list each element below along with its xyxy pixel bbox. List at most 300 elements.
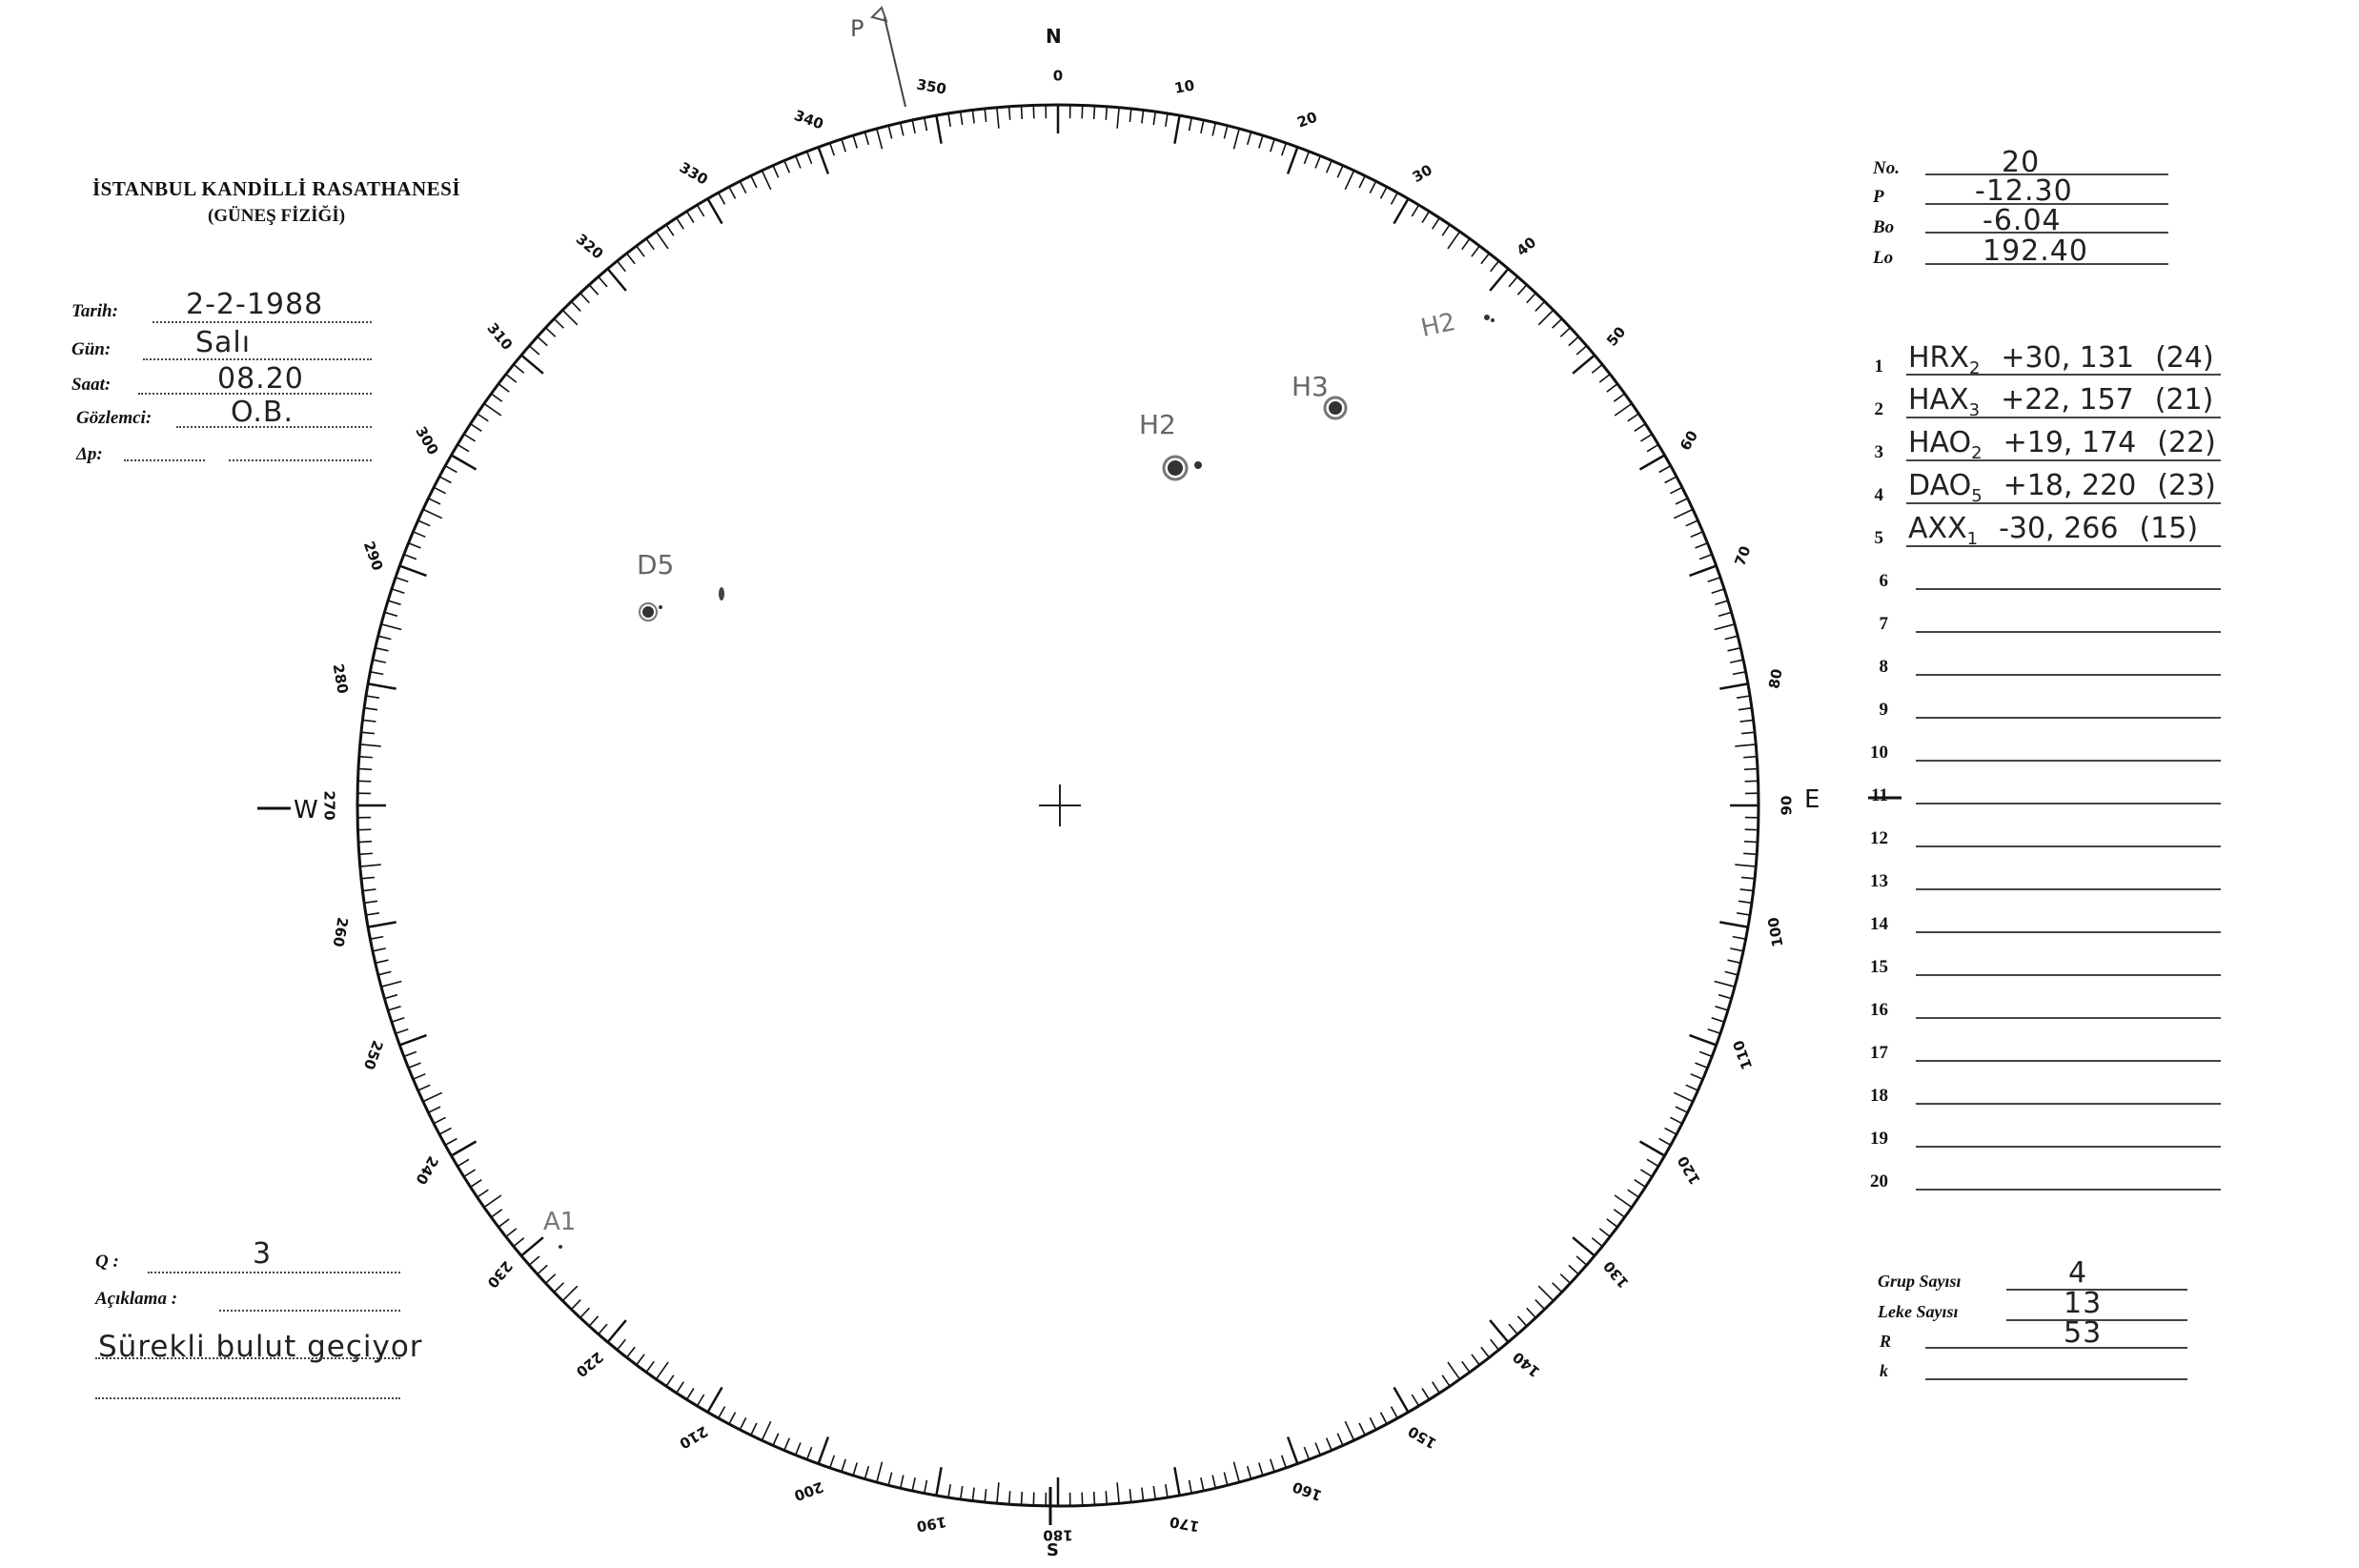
degree-tick: [388, 1007, 400, 1010]
day-label: Gün:: [71, 339, 112, 359]
degree-tick: [1009, 107, 1010, 120]
degree-tick: [458, 1159, 469, 1166]
degree-tick: [1743, 853, 1757, 854]
degree-tick: [1614, 1210, 1624, 1217]
degree-tick: [538, 1265, 547, 1273]
degree-scale-label: 340: [791, 106, 826, 133]
group-count: (22): [2157, 426, 2216, 459]
degree-tick: [1481, 1347, 1490, 1357]
degree-scale-label: 70: [1731, 543, 1755, 569]
empty-row-number: 8: [1879, 657, 1888, 677]
degree-tick: [1481, 254, 1490, 264]
degree-tick: [1433, 218, 1440, 230]
degree-tick: [1392, 193, 1398, 204]
sunspot: [1329, 401, 1342, 415]
degree-scale-label: 350: [915, 75, 948, 98]
degree-tick: [830, 1456, 835, 1468]
degree-tick: [381, 982, 401, 988]
degree-tick: [1628, 414, 1639, 421]
degree-tick: [404, 1051, 417, 1056]
degree-tick: [1576, 346, 1587, 355]
degree-scale-label: 60: [1677, 427, 1702, 454]
degree-tick: [1327, 160, 1332, 173]
degree-tick: [366, 696, 379, 698]
degree-tick: [1394, 199, 1409, 224]
spot-count-label: Leke Sayısı: [1878, 1302, 1959, 1321]
degree-tick: [599, 1324, 607, 1334]
degree-scale-label: 40: [1513, 234, 1540, 260]
group-row-number: 4: [1874, 485, 1883, 505]
degree-tick: [529, 1256, 539, 1265]
degree-tick: [1635, 424, 1646, 432]
degree-tick: [554, 318, 563, 328]
degree-tick: [452, 456, 477, 470]
degree-tick: [1728, 648, 1741, 651]
k-label: k: [1880, 1361, 1888, 1380]
degree-tick: [1718, 612, 1731, 616]
degree-tick: [366, 913, 379, 915]
degree-tick: [1743, 757, 1757, 758]
degree-tick: [1560, 328, 1570, 337]
degree-tick: [1345, 1421, 1353, 1440]
degree-tick: [877, 1462, 883, 1482]
degree-tick: [1690, 566, 1717, 576]
degree-tick: [1691, 532, 1703, 538]
degree-tick: [396, 1029, 408, 1034]
degree-tick: [901, 1476, 904, 1489]
degree-tick: [1699, 1051, 1712, 1056]
degree-tick: [1442, 1375, 1450, 1387]
degree-tick: [1022, 1492, 1023, 1505]
number-value: 20: [2002, 146, 2041, 179]
degree-tick: [1716, 601, 1728, 604]
degree-tick: [1448, 232, 1460, 249]
degree-tick: [399, 1035, 426, 1045]
sunspot: [1168, 460, 1183, 476]
degree-scale-label: 20: [1294, 108, 1320, 132]
degree-tick: [1345, 171, 1353, 190]
group-coords: +18, 220: [2003, 469, 2137, 502]
p-value: -12.30: [1975, 174, 2073, 208]
degree-tick: [373, 948, 386, 951]
degree-tick: [360, 744, 381, 746]
degree-scale-label: 330: [676, 158, 711, 189]
observatory-title: İSTANBUL KANDİLLİ RASATHANESİ: [92, 177, 460, 200]
degree-tick: [1517, 285, 1526, 295]
spot-label-a1: A1: [543, 1208, 577, 1236]
degree-tick: [360, 865, 381, 866]
degree-tick: [1560, 1274, 1570, 1284]
degree-scale-label: 170: [1168, 1513, 1201, 1536]
degree-tick: [413, 532, 425, 538]
empty-row-number: 9: [1879, 700, 1888, 720]
degree-tick: [1433, 1382, 1440, 1394]
degree-tick: [1359, 1423, 1365, 1436]
group-row-number: 5: [1874, 528, 1883, 548]
degree-tick: [1142, 111, 1144, 124]
degree-tick: [404, 555, 417, 560]
degree-tick: [1676, 499, 1688, 504]
degree-tick: [729, 187, 736, 198]
degree-tick: [491, 394, 501, 401]
degree-tick: [1730, 948, 1743, 951]
group-count: (24): [2155, 341, 2214, 375]
number-label: No.: [1873, 158, 1900, 178]
degree-tick: [571, 1300, 580, 1310]
group-row-number: 2: [1874, 399, 1883, 419]
degree-tick: [608, 269, 626, 291]
degree-tick: [423, 1092, 442, 1101]
degree-scale-label: 280: [329, 662, 352, 696]
degree-tick: [580, 294, 590, 303]
degree-tick: [819, 1437, 828, 1464]
spot-label-d5: D5: [637, 549, 675, 580]
date-value: 2-2-1988: [186, 288, 324, 321]
degree-tick: [418, 1085, 431, 1090]
degree-tick: [478, 1190, 489, 1197]
degree-tick: [1741, 877, 1755, 878]
degree-tick: [697, 1395, 703, 1406]
degree-tick: [413, 1074, 425, 1080]
degree-scale-label: 90: [1778, 795, 1796, 816]
degree-tick: [1725, 971, 1739, 974]
degree-tick: [637, 246, 644, 256]
degree-tick: [506, 1229, 517, 1237]
degree-tick: [656, 1362, 668, 1379]
degree-tick: [1315, 1443, 1320, 1456]
degree-scale-label: 300: [412, 423, 442, 458]
degree-tick: [1224, 1473, 1227, 1486]
degree-tick: [1370, 1417, 1375, 1430]
degree-tick: [359, 853, 373, 854]
degree-tick: [1224, 126, 1227, 139]
degree-tick: [1730, 660, 1743, 662]
degree-tick: [498, 384, 509, 392]
degree-tick: [371, 672, 384, 675]
group-row-number: 3: [1874, 442, 1883, 462]
degree-tick: [762, 171, 770, 190]
degree-tick: [491, 1210, 501, 1217]
degree-tick: [1538, 1286, 1554, 1301]
degree-tick: [1359, 175, 1365, 188]
degree-tick: [1491, 1339, 1499, 1350]
north-label: N: [1046, 25, 1062, 48]
degree-tick: [1201, 1477, 1204, 1491]
degree-tick: [656, 232, 668, 249]
degree-tick: [1259, 1463, 1263, 1476]
degree-tick: [796, 156, 801, 169]
degree-tick: [385, 612, 397, 616]
degree-tick: [751, 175, 757, 188]
degree-tick: [546, 328, 556, 337]
degree-scale-label: 80: [1765, 667, 1786, 690]
degree-tick: [1212, 123, 1215, 136]
degree-tick: [842, 139, 845, 152]
degree-tick: [1153, 112, 1155, 125]
degree-tick: [562, 310, 578, 325]
degree-tick: [1592, 364, 1602, 373]
empty-row-number: 7: [1879, 614, 1888, 634]
degree-tick: [1739, 708, 1752, 710]
empty-row-number: 17: [1870, 1043, 1888, 1063]
degree-tick: [1665, 477, 1677, 483]
remarks-text: Sürekli bulut geçiyor: [98, 1330, 423, 1364]
group-coords: +22, 157: [2001, 383, 2134, 417]
quality-value: 3: [253, 1237, 273, 1271]
degree-tick: [1142, 1488, 1144, 1501]
degree-tick: [359, 757, 373, 758]
group-code-sub: 1: [1966, 529, 1979, 549]
degree-scale-label: 150: [1405, 1422, 1440, 1453]
degree-tick: [677, 1382, 684, 1394]
degree-tick: [529, 346, 539, 355]
degree-tick: [646, 1361, 654, 1372]
degree-tick: [1535, 301, 1545, 311]
degree-scale-label: 230: [483, 1257, 517, 1292]
degree-tick: [1234, 1462, 1240, 1482]
degree-tick: [666, 225, 674, 236]
degree-tick: [912, 1477, 915, 1491]
group-coords: -30, 266: [1999, 512, 2119, 545]
spot-label-h2: H2: [1139, 409, 1176, 440]
degree-tick: [1527, 1308, 1536, 1317]
degree-tick: [358, 842, 372, 843]
degree-tick: [740, 181, 745, 193]
lo-value: 192.40: [1983, 234, 2088, 268]
degree-tick: [719, 1407, 725, 1418]
observer-label: Gözlemci:: [76, 408, 153, 428]
sunspot: [1491, 318, 1495, 322]
degree-tick: [364, 901, 377, 903]
degree-tick: [1535, 1300, 1545, 1310]
degree-tick: [1166, 1484, 1168, 1497]
degree-tick: [1248, 1466, 1251, 1478]
degree-tick: [371, 937, 384, 940]
degree-tick: [458, 444, 469, 451]
degree-tick: [514, 1238, 524, 1247]
degree-tick: [589, 285, 598, 295]
degree-tick: [1696, 1063, 1708, 1068]
degree-tick: [1201, 120, 1204, 133]
degree-tick: [729, 1413, 736, 1424]
degree-tick: [385, 995, 397, 999]
degree-tick: [1607, 384, 1617, 392]
degree-tick: [1117, 108, 1119, 129]
degree-tick: [1719, 922, 1748, 927]
degree-tick: [708, 1388, 722, 1413]
degree-tick: [1740, 889, 1754, 891]
degree-tick: [1628, 1190, 1639, 1197]
degree-tick: [1665, 1129, 1677, 1135]
delta-p-label: Δp:: [76, 444, 103, 464]
r-label: R: [1880, 1332, 1892, 1351]
degree-tick: [1674, 1092, 1693, 1101]
degree-tick: [1640, 435, 1652, 441]
empty-row-number: 11: [1871, 785, 1888, 805]
degree-tick: [423, 509, 442, 518]
p-angle-line: [885, 17, 905, 107]
degree-tick: [1725, 636, 1739, 639]
degree-tick: [1728, 960, 1741, 963]
degree-tick: [1282, 1456, 1287, 1468]
degree-tick: [363, 889, 376, 891]
degree-tick: [719, 193, 725, 204]
degree-tick: [1676, 1107, 1688, 1112]
degree-scale-label: 270: [320, 790, 338, 821]
degree-scale-label: 100: [1764, 915, 1787, 948]
degree-tick: [364, 708, 377, 710]
degree-tick: [376, 960, 389, 963]
degree-scale-label: 110: [1729, 1037, 1757, 1072]
degree-tick: [1129, 1489, 1130, 1502]
degree-tick: [361, 732, 375, 733]
degree-tick: [1422, 1388, 1429, 1399]
degree-tick: [445, 1139, 457, 1146]
degree-tick: [1659, 1139, 1671, 1146]
spot-label-h3: H3: [1291, 371, 1329, 402]
degree-tick: [1739, 901, 1752, 903]
group-coords: +19, 174: [2003, 426, 2137, 459]
degree-tick: [1733, 672, 1746, 675]
degree-tick: [1670, 487, 1682, 493]
degree-tick: [1592, 1238, 1602, 1247]
degree-tick: [546, 1274, 556, 1284]
degree-tick: [562, 1286, 578, 1301]
degree-tick: [936, 115, 941, 144]
group-count: (21): [2154, 383, 2214, 417]
degree-tick: [1599, 375, 1610, 383]
sunspot: [642, 606, 654, 618]
degree-tick: [521, 1237, 543, 1255]
degree-tick: [361, 877, 375, 878]
degree-tick: [1614, 394, 1624, 401]
degree-tick: [925, 118, 927, 132]
degree-scale-label: 250: [359, 1037, 387, 1072]
degree-tick: [1337, 166, 1343, 178]
degree-tick: [452, 1142, 477, 1156]
degree-tick: [1744, 842, 1758, 843]
observer-value: O.B.: [231, 396, 295, 429]
degree-scale-label: 50: [1603, 323, 1630, 350]
empty-row-number: 20: [1870, 1171, 1888, 1191]
degree-scale-label: 200: [791, 1477, 826, 1505]
lo-label: Lo: [1873, 248, 1894, 268]
degree-tick: [571, 301, 580, 311]
degree-tick: [538, 336, 547, 345]
degree-tick: [1647, 1159, 1658, 1166]
degree-tick: [439, 1129, 451, 1135]
degree-tick: [358, 769, 372, 770]
degree-tick: [708, 199, 722, 224]
degree-tick: [599, 276, 607, 287]
degree-tick: [1745, 781, 1759, 782]
degree-tick: [1106, 1491, 1107, 1504]
degree-tick: [646, 238, 654, 249]
degree-tick: [478, 414, 489, 421]
degree-tick: [784, 160, 790, 173]
degree-scale-label: 30: [1409, 161, 1435, 187]
degree-tick: [864, 1466, 868, 1478]
degree-tick: [1190, 118, 1192, 132]
degree-tick: [1304, 152, 1309, 164]
degree-tick: [428, 499, 440, 504]
degree-tick: [471, 424, 482, 432]
degree-tick: [1640, 1142, 1665, 1156]
degree-tick: [853, 1463, 857, 1476]
group-code: AXX: [1908, 512, 1967, 545]
degree-tick: [376, 648, 389, 651]
degree-tick: [997, 1482, 999, 1503]
empty-row-number: 13: [1870, 871, 1888, 891]
degree-tick: [428, 1107, 440, 1112]
degree-tick: [1659, 466, 1671, 473]
degree-tick: [1607, 1219, 1617, 1227]
degree-tick: [388, 601, 400, 604]
degree-tick: [762, 1421, 770, 1440]
degree-scale-label: 210: [676, 1422, 711, 1453]
degree-tick: [1509, 276, 1517, 287]
degree-tick: [925, 1480, 927, 1494]
degree-tick: [514, 364, 524, 373]
degree-tick: [1553, 318, 1562, 328]
degree-tick: [418, 520, 431, 526]
degree-tick: [1490, 1320, 1508, 1342]
degree-tick: [1472, 246, 1479, 256]
degree-tick: [1327, 1438, 1332, 1451]
p-marker-label: P: [850, 15, 864, 42]
degree-tick: [1744, 769, 1758, 770]
degree-tick: [1708, 1029, 1720, 1034]
degree-tick: [842, 1459, 845, 1472]
degree-tick: [1674, 509, 1693, 518]
group-code-sub: 2: [1971, 443, 1983, 463]
group-code-sub: 3: [1968, 400, 1981, 420]
degree-tick: [1174, 115, 1179, 144]
degree-tick: [521, 356, 543, 374]
degree-tick: [1527, 294, 1536, 303]
degree-tick: [627, 254, 636, 264]
degree-tick: [1712, 589, 1724, 593]
degree-tick: [498, 1219, 509, 1227]
degree-tick: [1282, 143, 1287, 155]
sunspot: [719, 587, 724, 601]
empty-row-number: 16: [1870, 1000, 1888, 1020]
degree-tick: [409, 543, 421, 548]
degree-scale-label: 10: [1172, 76, 1196, 97]
degree-tick: [471, 1180, 482, 1188]
sunspot: [1194, 461, 1202, 469]
group-code: HAX: [1908, 383, 1969, 417]
degree-tick: [484, 1195, 501, 1208]
degree-tick: [357, 829, 371, 830]
degree-tick: [589, 1316, 598, 1326]
degree-tick: [608, 1320, 626, 1342]
degree-tick: [445, 466, 457, 473]
degree-tick: [1635, 1180, 1646, 1188]
degree-tick: [1033, 1493, 1034, 1506]
degree-tick: [972, 1488, 974, 1501]
remarks-label: Açıklama :: [95, 1289, 178, 1309]
degree-scale-label: 180: [1043, 1526, 1073, 1544]
south-label: S: [1047, 1540, 1059, 1560]
degree-tick: [1337, 1434, 1343, 1446]
degree-tick: [1259, 135, 1263, 148]
sunspot: [1484, 315, 1490, 320]
degree-tick: [1082, 105, 1083, 118]
degree-tick: [378, 971, 392, 974]
degree-tick: [506, 375, 517, 383]
degree-tick: [1715, 982, 1735, 988]
